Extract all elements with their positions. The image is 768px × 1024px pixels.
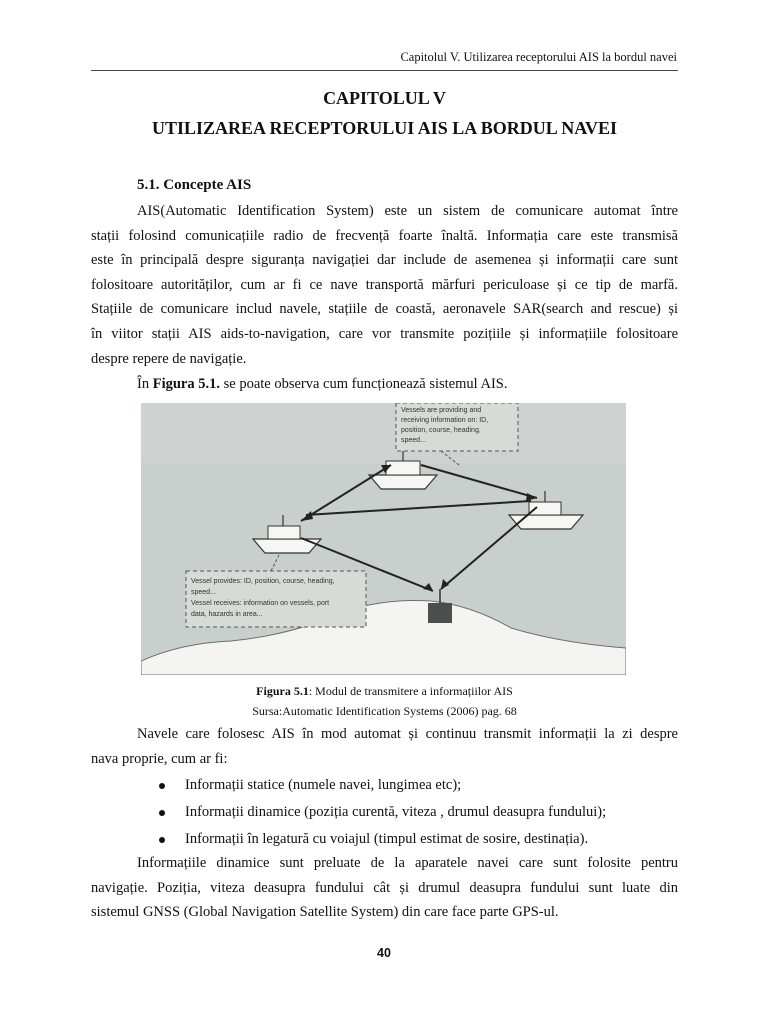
text-line: nava proprie, cum ar fi: xyxy=(91,750,228,767)
section-heading: 5.1. Concepte AIS xyxy=(137,177,252,193)
paragraph-dynamic-info xyxy=(91,851,678,925)
bullet-icon xyxy=(159,810,165,816)
running-header: Capitolul V. Utilizarea receptorului AIS la bordul navei xyxy=(400,50,677,64)
text-line: în viitor stații AIS aids-to-navigation, care vor transmite pozițiile și informațiile folositoare xyxy=(91,325,678,342)
callout-text: Vessels are providing and xyxy=(401,407,482,414)
text-line: Stațiile de comunicare includ navele, stațiile de coastă, aeronavele SAR(search and rescue) și xyxy=(91,301,678,318)
text-line: este în principală despre siguranța navigației dar include de asemenea și informații care sunt xyxy=(91,252,678,269)
text-line: navigație. Poziția, viteza deasupra fundului cât și drumul deasupra fundului sunt luate din xyxy=(91,879,678,896)
shore-station-icon xyxy=(428,603,452,623)
figure-highlight xyxy=(141,403,626,463)
figure-reference: Figura 5.1. xyxy=(152,376,220,392)
paragraph-figure-reference xyxy=(91,372,678,397)
page-number: 40 xyxy=(377,946,391,960)
callout-text: receiving information on: ID, xyxy=(401,417,489,424)
callout-text: data, hazards in area... xyxy=(191,611,263,618)
figure-source: Sursa:Automatic Identification Systems (2006) pag. 68 xyxy=(252,704,517,718)
chapter-number: CAPITOLUL V xyxy=(323,88,446,108)
figure-caption xyxy=(91,684,678,699)
callout-text: speed... xyxy=(191,589,216,596)
list-item: Informații statice (numele navei, lungimea etc); xyxy=(137,773,606,800)
header-rule xyxy=(91,70,678,71)
bullet-icon xyxy=(159,783,165,789)
ais-diagram xyxy=(141,403,626,675)
figure-ais-diagram xyxy=(141,403,626,675)
paragraph-ais-definition xyxy=(91,199,678,371)
text-line: folositoare autorităților, cum ar fi ce nave transportă mărfuri periculoase și ce tip de marfă. xyxy=(91,276,678,293)
callout-text: Vessel provides: ID, position, course, heading, xyxy=(191,578,335,585)
chapter-title: UTILIZAREA RECEPTORULUI AIS LA BORDUL NAVEI xyxy=(152,118,617,138)
text-line: Navele care folosesc AIS în mod automat și continuu transmit informații la zi despre xyxy=(137,726,678,742)
callout-text: speed... xyxy=(401,437,426,444)
text-span: se poate observa cum funcționează sistemul AIS. xyxy=(219,376,508,392)
callout-text: Vessel receives: information on vessels, port xyxy=(191,600,330,607)
list-item: Informații dinamice (poziția curentă, viteza , drumul deasupra fundului); xyxy=(137,800,606,827)
caption-label: Figura 5.1 xyxy=(256,684,309,698)
list-item: Informații în legatură cu voiajul (timpul estimat de sosire, destinația). xyxy=(137,827,606,854)
paragraph-vessel-info xyxy=(91,722,678,771)
text-line: despre repere de navigație. xyxy=(91,350,247,367)
info-bullet-list xyxy=(137,773,606,854)
text-line: stații folosind comunicațiile radio de frecvență foarte înaltă. Informația care este transmisă xyxy=(91,227,678,244)
text-span: În xyxy=(137,376,153,392)
bullet-icon xyxy=(159,837,165,843)
text-line: sistemul GNSS (Global Navigation Satellite System) din care face parte GPS-ul. xyxy=(91,904,559,921)
text-line: Informațiile dinamice sunt preluate de la aparatele navei care sunt folosite pentru xyxy=(137,855,678,871)
callout-text: position, course, heading, xyxy=(401,427,481,434)
caption-text: : Modul de transmitere a informațiilor AIS xyxy=(308,684,513,698)
text-line: AIS(Automatic Identification System) este un sistem de comunicare automat între xyxy=(137,203,678,219)
